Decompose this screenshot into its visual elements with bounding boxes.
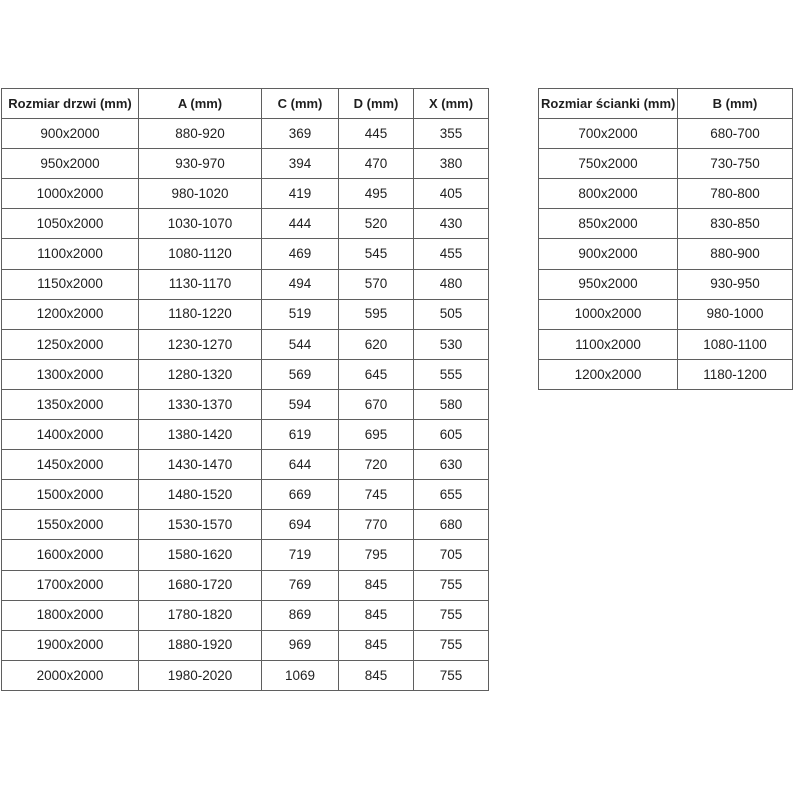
table-cell: 505 [414,299,489,329]
table-cell: 800x2000 [539,179,678,209]
column-header: A (mm) [139,89,262,119]
table-cell: 780-800 [678,179,793,209]
table-cell: 750x2000 [539,149,678,179]
table-row [2,179,489,209]
table-cell: 1350x2000 [2,389,139,419]
table-cell: 544 [262,329,339,359]
table-cell: 719 [262,540,339,570]
table-cell: 830-850 [678,209,793,239]
table-cell: 880-920 [139,119,262,149]
table-cell: 2000x2000 [2,660,139,690]
table-cell: 595 [339,299,414,329]
table-row [2,570,489,600]
table-cell: 445 [339,119,414,149]
table-cell: 594 [262,389,339,419]
table-row [539,329,793,359]
table-cell: 620 [339,329,414,359]
table-cell: 519 [262,299,339,329]
table-cell: 1180-1220 [139,299,262,329]
table-row [2,510,489,540]
table-cell: 644 [262,450,339,480]
table-cell: 1250x2000 [2,329,139,359]
wall-size-table [538,88,793,390]
table-cell: 869 [262,600,339,630]
table-cell: 730-750 [678,149,793,179]
table-cell: 900x2000 [539,239,678,269]
table-cell: 755 [414,570,489,600]
table-cell: 444 [262,209,339,239]
table-cell: 1680-1720 [139,570,262,600]
table-cell: 1700x2000 [2,570,139,600]
table-row [2,600,489,630]
table-row [2,630,489,660]
table-cell: 1300x2000 [2,359,139,389]
table-row [539,119,793,149]
table-row [2,149,489,179]
door-size-table [1,88,489,691]
table-cell: 880-900 [678,239,793,269]
table-cell: 680-700 [678,119,793,149]
table-cell: 645 [339,359,414,389]
table-cell: 980-1000 [678,299,793,329]
table-cell: 755 [414,630,489,660]
table-row [2,450,489,480]
table-cell: 1450x2000 [2,450,139,480]
table-cell: 1280-1320 [139,359,262,389]
table-cell: 755 [414,600,489,630]
table-cell: 480 [414,269,489,299]
table-cell: 455 [414,239,489,269]
table-cell: 605 [414,420,489,450]
table-cell: 1200x2000 [539,359,678,389]
table-cell: 419 [262,179,339,209]
table-cell: 1080-1120 [139,239,262,269]
table-cell: 950x2000 [539,269,678,299]
table-row [2,420,489,450]
table-row [539,179,793,209]
table-cell: 1100x2000 [539,329,678,359]
table-cell: 1030-1070 [139,209,262,239]
table-cell: 1330-1370 [139,389,262,419]
table-cell: 980-1020 [139,179,262,209]
table-cell: 520 [339,209,414,239]
table-cell: 1380-1420 [139,420,262,450]
table-row [2,389,489,419]
table-cell: 1400x2000 [2,420,139,450]
table-cell: 755 [414,660,489,690]
table-cell: 1880-1920 [139,630,262,660]
table-cell: 950x2000 [2,149,139,179]
table-cell: 850x2000 [539,209,678,239]
table-cell: 900x2000 [2,119,139,149]
table-cell: 1550x2000 [2,510,139,540]
table-cell: 619 [262,420,339,450]
table-cell: 1500x2000 [2,480,139,510]
table-cell: 405 [414,179,489,209]
table-cell: 795 [339,540,414,570]
table-cell: 1069 [262,660,339,690]
table-row [2,480,489,510]
table-row [539,209,793,239]
table-cell: 530 [414,329,489,359]
column-header: X (mm) [414,89,489,119]
table-cell: 845 [339,600,414,630]
table-cell: 969 [262,630,339,660]
table-cell: 1130-1170 [139,269,262,299]
table-row [539,269,793,299]
table-cell: 655 [414,480,489,510]
table-row [2,329,489,359]
table-row [2,209,489,239]
table-cell: 1430-1470 [139,450,262,480]
table-row [539,359,793,389]
table-cell: 705 [414,540,489,570]
table-cell: 495 [339,179,414,209]
table-row [2,299,489,329]
table-cell: 570 [339,269,414,299]
column-header: D (mm) [339,89,414,119]
table-cell: 470 [339,149,414,179]
table-cell: 769 [262,570,339,600]
table-row [2,119,489,149]
table-row [539,239,793,269]
table-cell: 700x2000 [539,119,678,149]
table-cell: 394 [262,149,339,179]
table-cell: 1050x2000 [2,209,139,239]
table-row [539,299,793,329]
table-cell: 745 [339,480,414,510]
table-cell: 369 [262,119,339,149]
column-header: C (mm) [262,89,339,119]
column-header: Rozmiar ścianki (mm) [539,89,678,119]
table-cell: 695 [339,420,414,450]
table-cell: 680 [414,510,489,540]
table-cell: 630 [414,450,489,480]
column-header: Rozmiar drzwi (mm) [2,89,139,119]
table-cell: 845 [339,630,414,660]
table-row [2,269,489,299]
table-cell: 1180-1200 [678,359,793,389]
table-cell: 770 [339,510,414,540]
table-cell: 469 [262,239,339,269]
table-cell: 555 [414,359,489,389]
table-cell: 494 [262,269,339,299]
table-cell: 1230-1270 [139,329,262,359]
table-cell: 569 [262,359,339,389]
table-cell: 1150x2000 [2,269,139,299]
table-cell: 1530-1570 [139,510,262,540]
table-cell: 845 [339,660,414,690]
table-cell: 1200x2000 [2,299,139,329]
table-cell: 720 [339,450,414,480]
table-cell: 930-950 [678,269,793,299]
table-cell: 355 [414,119,489,149]
table-cell: 694 [262,510,339,540]
table-cell: 845 [339,570,414,600]
table-cell: 380 [414,149,489,179]
table-cell: 1000x2000 [539,299,678,329]
table-row [2,660,489,690]
header-row [539,89,793,119]
table-cell: 1600x2000 [2,540,139,570]
table-cell: 670 [339,389,414,419]
table-cell: 1800x2000 [2,600,139,630]
table-row [2,239,489,269]
table-row [2,359,489,389]
table-cell: 1580-1620 [139,540,262,570]
table-cell: 1980-2020 [139,660,262,690]
table-row [2,540,489,570]
header-row [2,89,489,119]
table-cell: 1480-1520 [139,480,262,510]
table-cell: 1080-1100 [678,329,793,359]
table-cell: 580 [414,389,489,419]
table-row [539,149,793,179]
table-cell: 430 [414,209,489,239]
table-cell: 1100x2000 [2,239,139,269]
table-cell: 1900x2000 [2,630,139,660]
table-cell: 1000x2000 [2,179,139,209]
table-cell: 669 [262,480,339,510]
table-cell: 545 [339,239,414,269]
table-cell: 1780-1820 [139,600,262,630]
table-cell: 930-970 [139,149,262,179]
column-header: B (mm) [678,89,793,119]
